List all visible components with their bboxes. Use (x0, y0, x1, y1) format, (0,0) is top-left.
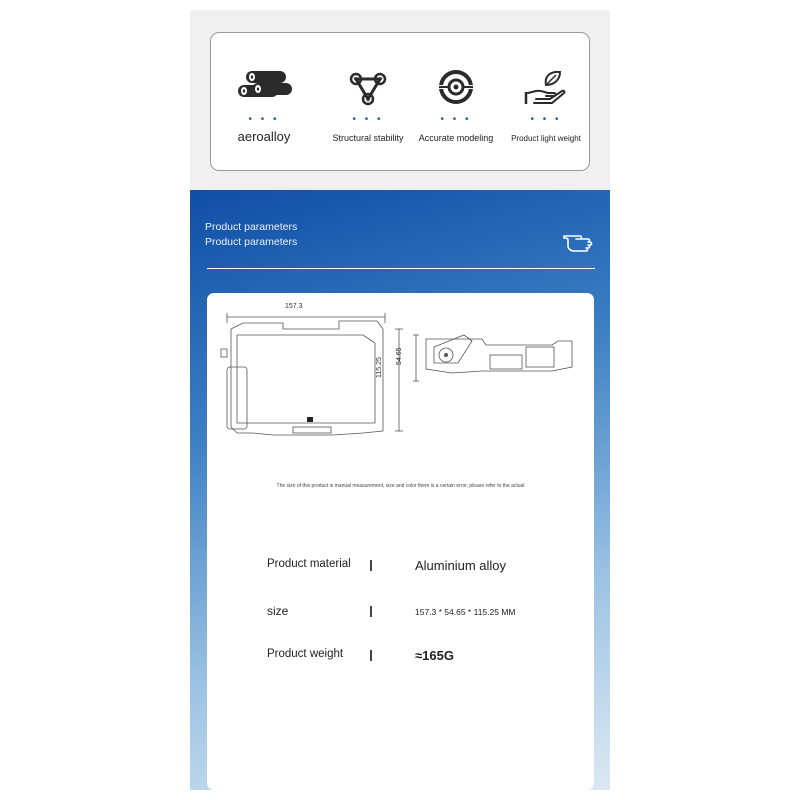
feature-label: Product light weight (511, 134, 581, 143)
spec-separator (370, 560, 372, 571)
spec-value: ≈165G (415, 648, 454, 663)
spec-separator (370, 606, 372, 617)
height-dimension: 115.25 (376, 357, 383, 378)
feature-light-weight (501, 33, 591, 170)
parameters-title: Product parameters (205, 221, 298, 233)
side-view-drawing (412, 323, 582, 393)
spec-row-material (267, 558, 584, 578)
width-dimension: 157.3 (285, 303, 303, 310)
front-view-drawing (213, 299, 413, 449)
feature-label: Accurate modeling (418, 133, 494, 143)
aluminum-bars-icon (232, 65, 296, 109)
triangle-nodes-icon (348, 65, 388, 109)
feature-accurate-modeling (411, 33, 501, 170)
feature-dots: • • • (440, 114, 472, 125)
spec-value: Aluminium alloy (415, 558, 507, 573)
product-detail-panel (190, 10, 610, 790)
hand-leaf-icon (522, 65, 570, 109)
features-card (210, 32, 590, 171)
parameters-subtitle: Product parameters (205, 236, 298, 248)
spec-label: Product material (267, 558, 351, 570)
spec-value: 157.3 * 54.65 * 115.25 MM (415, 607, 516, 617)
pointing-hand-icon (562, 228, 596, 256)
spec-label: Product weight (267, 648, 344, 660)
feature-dots: • • • (248, 114, 280, 125)
feature-dots: • • • (530, 114, 562, 125)
feature-aeroalloy (219, 33, 309, 170)
measurement-note: The size of this product is manual measurement, size and color there is a certain error, please refer to the actual (276, 483, 525, 489)
spec-row-weight (267, 648, 584, 668)
spec-separator (370, 650, 372, 661)
feature-structural-stability (323, 33, 413, 170)
feature-label: aeroalloy (237, 129, 291, 144)
feature-label: Structural stability (332, 133, 404, 143)
depth-dimension: 54.65 (396, 347, 403, 365)
feature-dots: • • • (352, 114, 384, 125)
spec-row-size (267, 604, 584, 624)
target-ring-icon (434, 65, 478, 109)
spec-card (207, 293, 594, 790)
spec-label: size (267, 604, 289, 618)
section-divider (207, 268, 595, 269)
